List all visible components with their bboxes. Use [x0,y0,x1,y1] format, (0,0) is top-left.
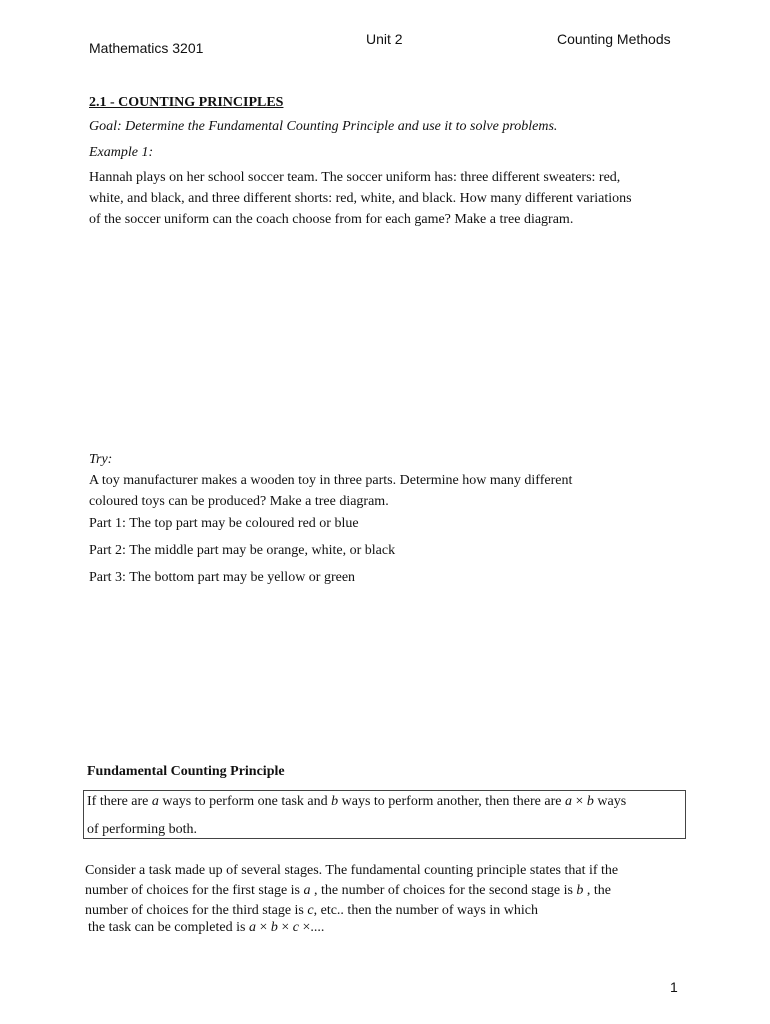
fcp-definition-line-2: of performing both. [87,822,198,837]
section-title: 2.1 - COUNTING PRINCIPLES [89,95,284,110]
consider-line-1: Consider a task made up of several stages. The fundamental counting principle states that if the [85,863,619,878]
var-a: a [564,794,572,809]
fcp-title: Fundamental Counting Principle [87,764,285,779]
try-paragraph [89,470,572,512]
unit-label: Unit 2 [366,31,403,47]
fcp-definition-line-1: If there are a ways to perform one task and b ways to perform another, then there are a × b ways [87,794,627,809]
consider-line-2: number of choices for the first stage is a , the number of choices for the second stage is b , the [85,883,612,898]
page-number: 1 [670,979,678,995]
times-sign: × [571,794,587,809]
example-paragraph [89,167,632,230]
var-b: b [331,794,339,809]
consider-line-4: the task can be completed is a × b × c ×.... [88,920,325,935]
example-label: Example 1: [89,145,154,160]
try-part-1: Part 1: The top part may be coloured red or blue [89,516,359,531]
example-line: of the soccer uniform can the coach choose from for each game? Make a tree diagram. [89,212,574,227]
consider-line-3: number of choices for the third stage is c, etc.. then the number of ways in which [85,903,538,918]
goal-text: Goal: Determine the Fundamental Counting Principle and use it to solve problems. [89,119,558,134]
topic-label: Counting Methods [557,31,671,47]
example-line: white, and black, and three different shorts: red, white, and black. How many different variations [89,191,632,206]
var-a: a [151,794,159,809]
course-title: Mathematics 3201 [89,40,204,56]
try-label: Try: [89,452,113,467]
try-line: A toy manufacturer makes a wooden toy in three parts. Determine how many different [89,473,573,488]
try-part-2: Part 2: The middle part may be orange, white, or black [89,543,396,558]
var-b: b [586,794,594,809]
fcp-definition-box [83,790,686,839]
try-line: coloured toys can be produced? Make a tree diagram. [89,494,389,509]
example-line: Hannah plays on her school soccer team. The soccer uniform has: three different sweaters: red, [89,170,621,185]
try-part-3: Part 3: The bottom part may be yellow or green [89,570,356,585]
